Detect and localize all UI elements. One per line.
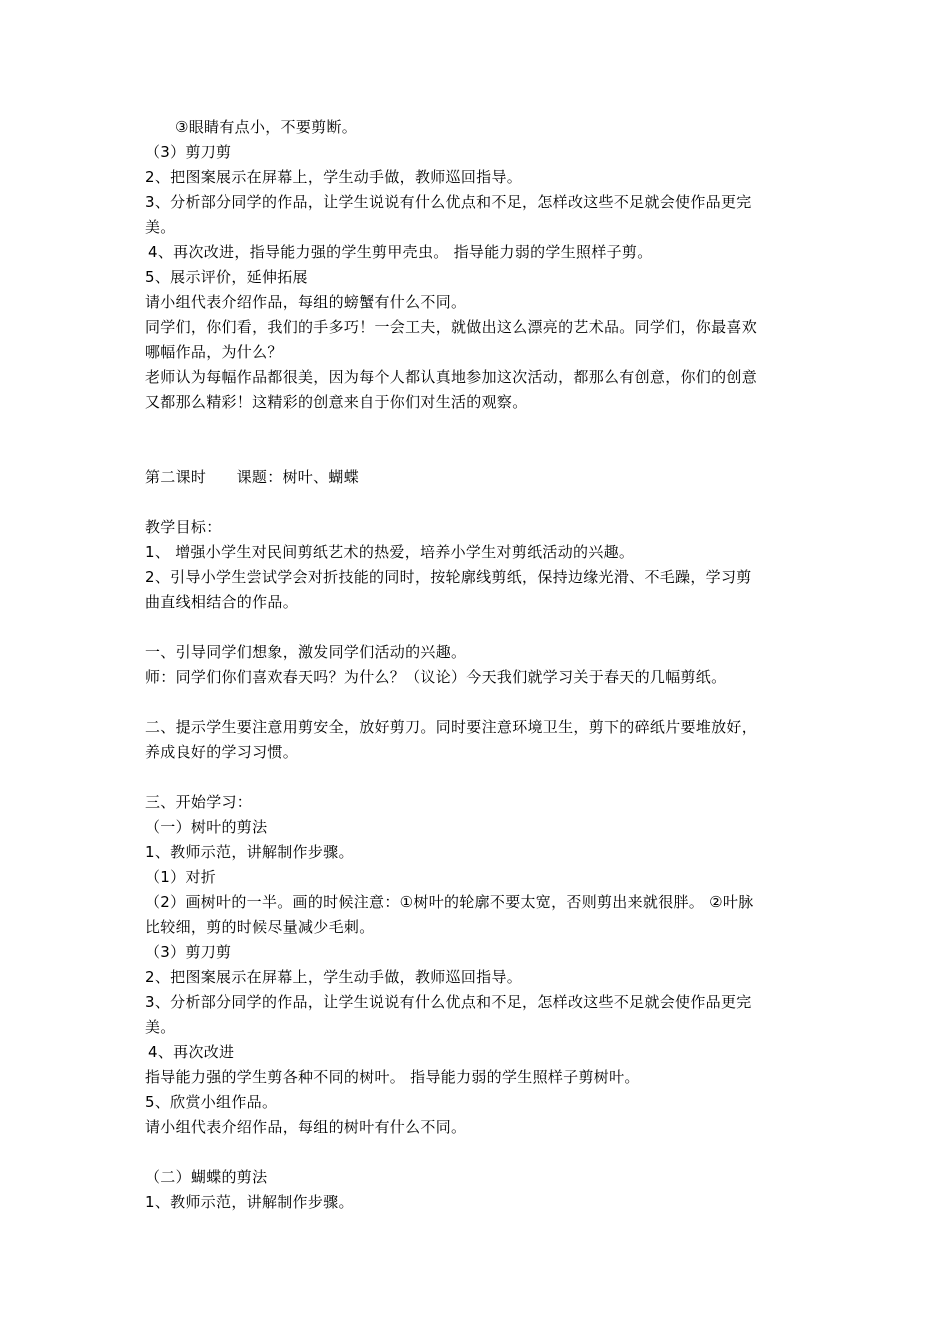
text-line: ③眼睛有点小，不要剪断。 (175, 118, 358, 136)
text-line: 同学们，你们看，我们的手多巧！一会工夫，就做出这么漂亮的艺术品。同学们，你最喜欢 (145, 318, 758, 336)
section-heading: 三、开始学习： (145, 793, 253, 811)
text-line: 师：同学们你们喜欢春天吗？为什么？（议论）今天我们就学习关于春天的几幅剪纸。 (145, 668, 727, 686)
subsection-heading: （二）蝴蝶的剪法 (145, 1168, 268, 1186)
text-line: 3、分析部分同学的作品，让学生说说有什么优点和不足，怎样改这些不足就会使作品更完 (145, 193, 752, 211)
blank-space (145, 615, 815, 640)
text-line: 2、把图案展示在屏幕上，学生动手做，教师巡回指导。 (145, 168, 523, 186)
text-line: 1、教师示范，讲解制作步骤。 (145, 1193, 354, 1211)
blank-space (145, 690, 815, 715)
text-line: 比较细，剪的时候尽量减少毛刺。 (145, 918, 375, 936)
text-line: 5、展示评价，延伸拓展 (145, 268, 308, 286)
text-line: 请小组代表介绍作品，每组的树叶有什么不同。 (145, 1118, 467, 1136)
text-line: 2、引导小学生尝试学会对折技能的同时，按轮廓线剪纸，保持边缘光滑、不毛躁，学习剪 (145, 568, 752, 586)
text-line: （3）剪刀剪 (145, 143, 232, 161)
text-line: 2、把图案展示在屏幕上，学生动手做，教师巡回指导。 (145, 968, 523, 986)
text-line: 请小组代表介绍作品，每组的螃蟹有什么不同。 (145, 293, 467, 311)
text-line: 哪幅作品，为什么？ (145, 343, 283, 361)
text-line: 4、再次改进，指导能力强的学生剪甲壳虫。 指导能力弱的学生照样子剪。 (148, 243, 653, 261)
text-line: 指导能力强的学生剪各种不同的树叶。 指导能力弱的学生照样子剪树叶。 (145, 1068, 640, 1086)
blank-space (145, 1140, 815, 1165)
text-line: （3）剪刀剪 (145, 943, 232, 961)
subsection-heading: （一）树叶的剪法 (145, 818, 268, 836)
section-heading: 一、引导同学们想象，激发同学们活动的兴趣。 (145, 643, 467, 661)
text-line: 1、 增强小学生对民间剪纸艺术的热爱，培养小学生对剪纸活动的兴趣。 (145, 543, 635, 561)
text-line: （1）对折 (145, 868, 217, 886)
blank-space (145, 415, 815, 465)
text-line: 4、再次改进 (148, 1043, 235, 1061)
text-line: 5、欣赏小组作品。 (145, 1093, 278, 1111)
text-line: 3、分析部分同学的作品，让学生说说有什么优点和不足，怎样改这些不足就会使作品更完 (145, 993, 752, 1011)
text-line: 美。 (145, 1018, 176, 1036)
text-line: 养成良好的学习习惯。 (145, 743, 299, 761)
text-line: 曲直线相结合的作品。 (145, 593, 299, 611)
section-heading: 教学目标： (145, 518, 222, 536)
blank-space (145, 765, 815, 790)
text-line: 1、教师示范，讲解制作步骤。 (145, 843, 354, 861)
document-body (145, 115, 815, 1215)
text-line: 老师认为每幅作品都很美，因为每个人都认真地参加这次活动，都那么有创意，你们的创意 (145, 368, 758, 386)
text-line: 美。 (145, 218, 176, 236)
text-line: 又都那么精彩！这精彩的创意来自于你们对生活的观察。 (145, 393, 528, 411)
text-line: （2）画树叶的一半。画的时候注意：①树叶的轮廓不要太宽，否则剪出来就很胖。 ②叶脉 (145, 893, 754, 911)
section-heading: 二、提示学生要注意用剪安全，放好剪刀。同时要注意环境卫生，剪下的碎纸片要堆放好， (145, 718, 758, 736)
lesson-heading: 第二课时 课题：树叶、蝴蝶 (145, 468, 360, 486)
blank-space (145, 490, 815, 515)
